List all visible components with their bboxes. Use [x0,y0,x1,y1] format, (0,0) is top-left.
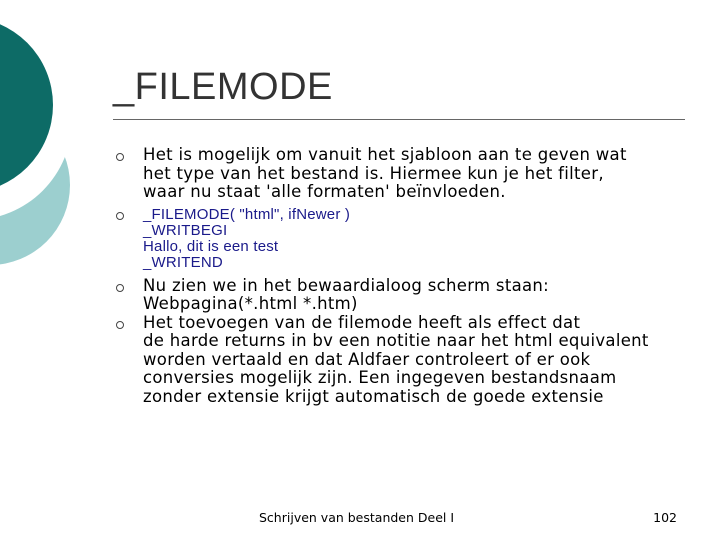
bullet-line: Het is mogelijk om vanuit het sjabloon aan te geven wat [143,145,627,164]
bullet-item [113,146,693,202]
code-line: _WRITBEGI [143,221,228,239]
bullet-line: Het toevoegen van de filemode heeft als effect dat [143,312,581,332]
bullet-line: conversies mogelijk zijn. Een ingegeven bestandsnaam [143,368,617,387]
bullet-line: waar nu staat 'alle formaten' beïnvloeden. [143,182,506,201]
bullet-circle-icon [116,321,124,329]
code-line: Hallo, dit is een test [143,237,279,255]
bullet-item [113,207,693,271]
bullet-item [113,277,693,314]
bullet-line: Webpagina(*.html *.htm) [143,294,358,313]
slide-title: _FILEMODE [113,66,333,108]
code-line: _WRITEND [143,253,223,271]
bullet-item [113,314,693,407]
decorative-circles [0,0,120,300]
bullet-line: het type van het bestand is. Hiermee kun je het filter, [143,163,604,183]
title-divider [113,119,685,120]
bullet-circle-icon [116,284,124,292]
bullet-line: Nu zien we in het bewaardialoog scherm staan: [143,275,550,295]
bullet-line: de harde returns in bv een notitie naar het html equivalent [143,331,649,350]
slide-footer: Schrijven van bestanden Deel I [259,510,455,525]
bullet-line: worden vertaald en dat Aldfaer controleert of er ook [143,349,591,369]
bullet-list [113,146,693,406]
bullet-circle-icon [116,153,124,161]
code-line: _FILEMODE( "html", ifNewer ) [143,205,351,223]
page-number: 102 [653,510,677,525]
bullet-line: zonder extensie krijgt automatisch de goede extensie [143,386,604,406]
bullet-circle-icon [116,212,124,220]
